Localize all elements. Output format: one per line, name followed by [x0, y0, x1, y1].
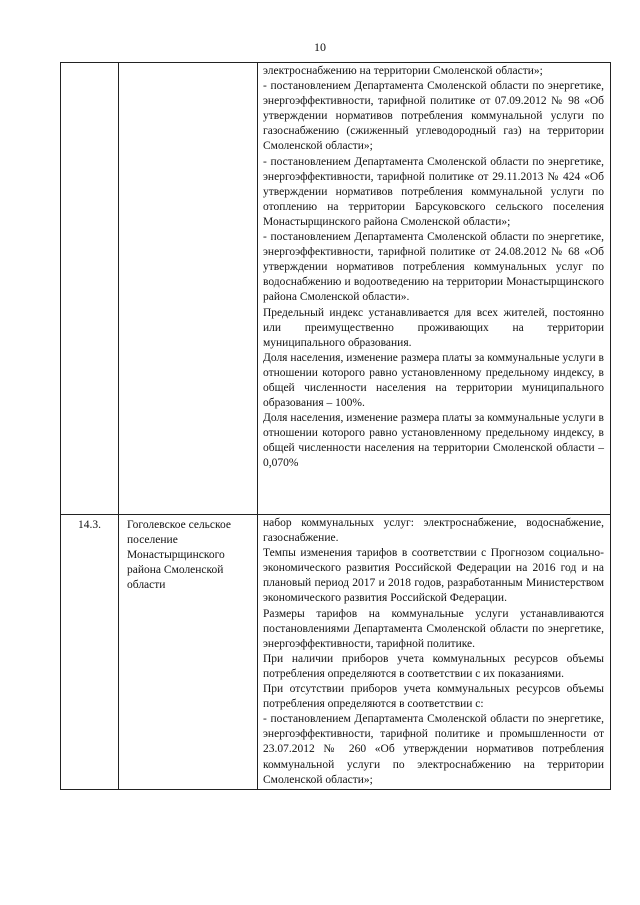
- municipality-name-cell: [119, 63, 258, 515]
- content-paragraph: При отсутствии приборов учета коммунальных ресурсов объемы потребления определяются в соответствии с:: [263, 683, 604, 711]
- content-paragraph: - постановлением Департамента Смоленской области по энергетике, энергоэффективности, тарифной политике от 07.09.2012 № 98 «Об утверждении нормативов потребления коммунальной услуги по газоснабжению (сжиженный углеводородный газ) на территории Смоленской области»;: [263, 80, 604, 153]
- content-paragraph: электроснабжению на территории Смоленской области»;: [263, 65, 543, 77]
- content-paragraph: - постановлением Департамента Смоленской области по энергетике, энергоэффективности, тарифной политике и промышленности от 23.07.2012 № 260 «Об утверждении нормативов потребления коммунальной услуги по электроснабжению на территории Смоленской области»;: [263, 713, 604, 786]
- tariff-table: [60, 62, 611, 790]
- content-paragraph: Темпы изменения тарифов в соответствии с Прогнозом социально-экономического развития Российской Федерации на 2016 год и на плановый период 2017 и 2018 годов, разработанным Министерством экономического развития Российской Федерации.: [263, 547, 604, 605]
- content-cell: [258, 515, 611, 790]
- content-paragraph: Предельный индекс устанавливается для всех жителей, постоянно или преимущественно проживающих на территории муниципального образования.: [263, 306, 604, 349]
- content-paragraph: набор коммунальных услуг: электроснабжение, водоснабжение, газоснабжение.: [263, 517, 604, 545]
- content-paragraph: При наличии приборов учета коммунальных ресурсов объемы потребления определяются в соответствии с их показаниями.: [263, 652, 604, 680]
- row-number-cell: 14.3.: [61, 515, 119, 790]
- content-paragraph: - постановлением Департамента Смоленской области по энергетике, энергоэффективности, тарифной политике от 29.11.2013 № 424 «Об утверждении нормативов потребления коммунальной услуги по отоплению на территории Барсуковского сельского поселения Монастырщинского района Смоленской области»;: [263, 155, 604, 228]
- content-paragraph: - постановлением Департамента Смоленской области по энергетике, энергоэффективности, тарифной политике от 24.08.2012 № 68 «Об утверждении нормативов потребления коммунальных услуг по водоснабжению и водоотведению на территории Монастырщинского района Смоленской области».: [263, 231, 604, 304]
- content-cell: [258, 63, 611, 515]
- content-paragraph: Доля населения, изменение размера платы за коммунальные услуги в отношении которого равно установленному предельному индексу, в общей численности населения на территории Смоленской области – 0,070%: [263, 412, 604, 470]
- table-row: [61, 515, 611, 790]
- table-row: [61, 63, 611, 515]
- content-paragraph: Доля населения, изменение размера платы за коммунальные услуги в отношении которого равно установленному предельному индексу, в общей численности населения на территории муниципального образования – 100%.: [263, 351, 604, 410]
- municipality-name-cell: Гоголевское сельское поселение Монастырщинского района Смоленской области: [119, 515, 258, 790]
- content-paragraph: Размеры тарифов на коммунальные услуги устанавливаются постановлениями Департамента Смоленской области по энергетике, энергоэффективности, тарифной политике.: [263, 607, 604, 650]
- page-number: 10: [314, 40, 326, 54]
- row-number-cell: [61, 63, 119, 515]
